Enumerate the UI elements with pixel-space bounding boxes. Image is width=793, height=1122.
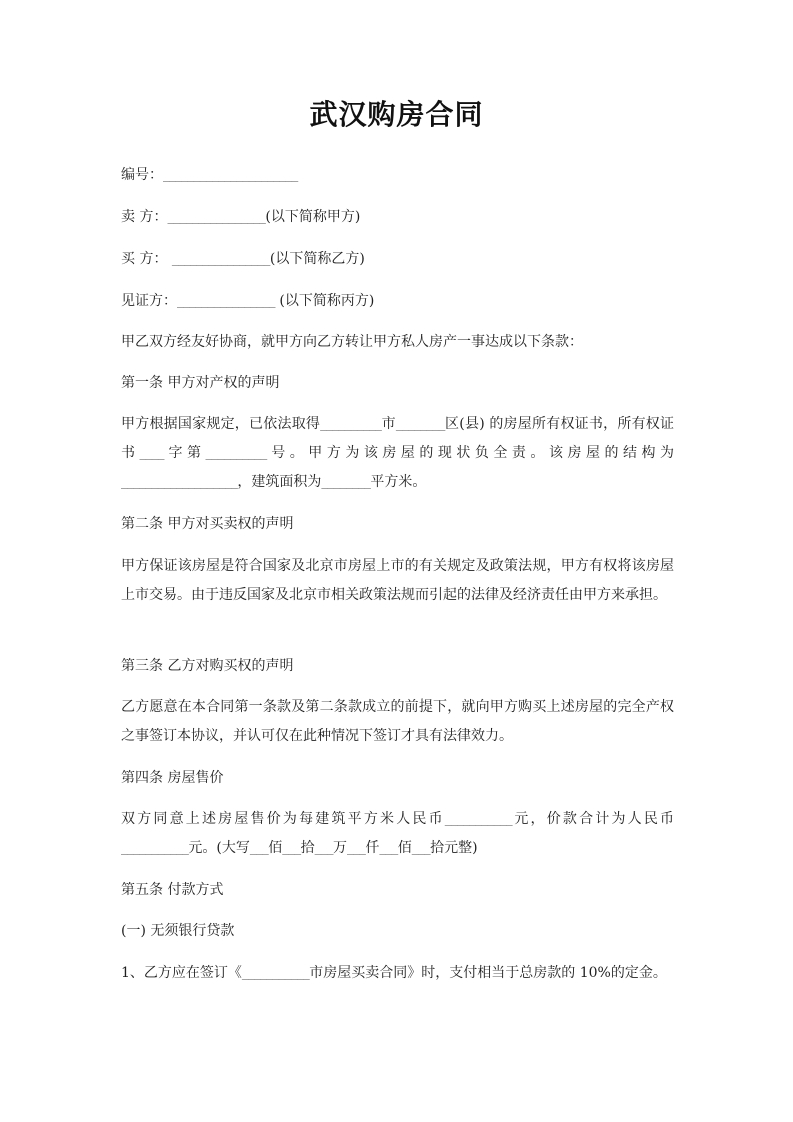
article4-text-4: 佰 <box>268 840 283 856</box>
document-title: 武汉购房合同 <box>309 98 484 131</box>
thousand-blank: ___ <box>346 842 366 855</box>
buyer-blank: ________________ <box>171 253 270 266</box>
buyer-label: 买 方： <box>121 251 172 267</box>
article5-subsection-1: (一) 无须银行贷款 <box>121 923 235 939</box>
article4-text-2: 元，价款合计为人民币 <box>512 811 675 827</box>
structure-blank: ___________________ <box>121 476 238 489</box>
ten-thousand-blank: ___ <box>314 842 333 855</box>
article2-heading: 第二条 甲方对买卖权的声明 <box>121 516 294 532</box>
witness-label: 见证方： <box>121 293 177 309</box>
contract-number-line <box>121 161 674 190</box>
article1-text-2: 市 <box>381 416 396 432</box>
item1-text-2: 市房屋买卖合同》时，支付相当于总房款的 10%的定金。 <box>309 965 667 981</box>
article4-text-8: 佰 <box>397 840 412 856</box>
seller-label: 卖 方： <box>121 209 168 225</box>
hundred-blank: ___ <box>379 842 398 855</box>
contract-city-blank: ___________ <box>241 967 310 980</box>
article1-text-5: 号。甲方为该房屋的现状负全责。该房屋的结构为 <box>266 445 675 461</box>
buyer-note: (以下简称乙方) <box>269 251 365 267</box>
intro-paragraph: 甲乙双方经友好协商，就甲方向乙方转让甲方私人房产一事达成以下条款： <box>121 334 583 350</box>
article1-text-4: 字第 <box>164 445 206 461</box>
unit-price-blank: ___________ <box>444 813 513 826</box>
article1-heading: 第一条 甲方对产权的声明 <box>121 375 280 391</box>
article5-item-1 <box>121 959 674 988</box>
article1-text-3: 区(县) 的房屋所有权证书，所有权证书 <box>121 416 675 461</box>
article1-text-1: 甲方根据国家规定，已依法取得 <box>121 416 321 432</box>
buyer-line <box>121 245 674 274</box>
ten-blank: ___ <box>411 842 431 855</box>
article4-heading: 第四条 房屋售价 <box>121 770 224 786</box>
seller-line <box>121 203 674 232</box>
article4-paragraph <box>121 805 674 863</box>
article4-text-3: 元。(大写 <box>188 840 250 856</box>
total-price-blank: ___________ <box>121 842 189 855</box>
article5-heading: 第五条 付款方式 <box>121 882 224 898</box>
contract-number-blank: ______________________ <box>163 169 298 182</box>
article1-text-6: ，建筑面积为 <box>237 474 322 490</box>
seller-blank: ________________ <box>167 211 266 224</box>
witness-note: (以下简称丙方) <box>274 293 375 309</box>
witness-blank: ________________ <box>177 295 275 308</box>
article4-text-7: 仟 <box>365 840 380 856</box>
area-blank: ________ <box>321 476 371 489</box>
article4-text-1: 双方同意上述房屋售价为每建筑平方米人民币 <box>121 811 445 827</box>
article3-heading: 第三条 乙方对购买权的声明 <box>121 658 294 674</box>
city-blank: __________ <box>320 418 382 431</box>
article4-text-6: 万 <box>332 840 347 856</box>
article1-text-7: 平方米。 <box>370 474 427 490</box>
hundred-million-blank: ___ <box>249 842 269 855</box>
article2-paragraph: 甲方保证该房屋是符合国家及北京市房屋上市的有关规定及政策法规，甲方有权将该房屋上市交易。由于违反国家及北京市相关政策法规而引起的法律及经济责任由甲方来承担。 <box>121 558 674 603</box>
article4-text-9: 拾元整) <box>430 840 478 856</box>
certificate-prefix-blank: ____ <box>139 447 165 460</box>
witness-line <box>121 287 674 316</box>
ten-million-blank: ___ <box>282 842 301 855</box>
item1-text-1: 1、乙方应在签订《 <box>121 965 242 981</box>
article1-paragraph <box>121 410 674 497</box>
article4-text-5: 拾 <box>300 840 315 856</box>
seller-note: (以下简称甲方) <box>265 209 361 225</box>
district-blank: ________ <box>395 418 445 431</box>
contract-number-label: 编号： <box>121 167 163 183</box>
certificate-number-blank: __________ <box>205 447 267 460</box>
article3-paragraph: 乙方愿意在本合同第一条款及第二条款成立的前提下，就向甲方购买上述房屋的完全产权之事签订本协议，并认可仅在此种情况下签订才具有法律效力。 <box>121 699 674 744</box>
